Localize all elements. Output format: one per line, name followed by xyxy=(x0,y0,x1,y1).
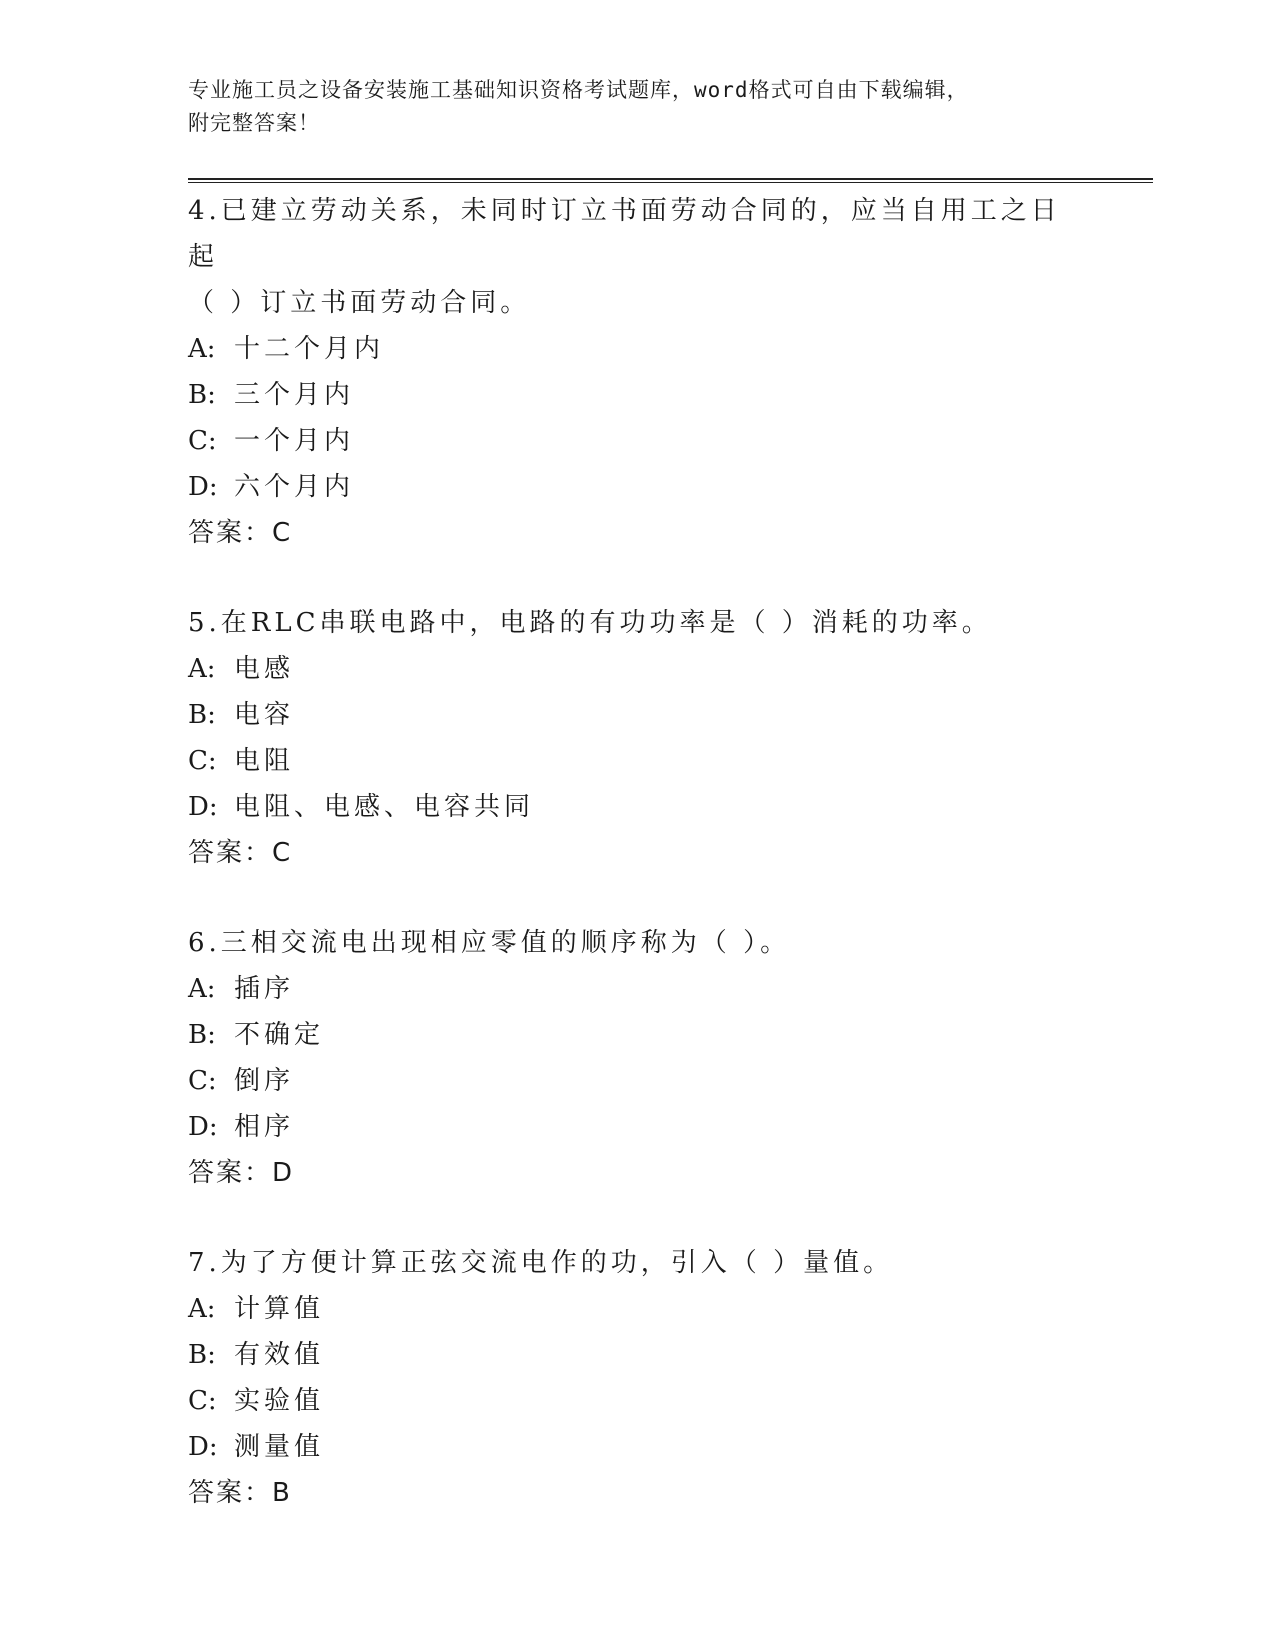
option-c xyxy=(188,1058,1088,1104)
option-c xyxy=(188,738,1088,784)
option-letter: A: xyxy=(188,974,216,1004)
option-letter: C: xyxy=(188,746,217,776)
option-d xyxy=(188,784,1088,830)
option-letter: B: xyxy=(188,1020,216,1050)
option-a xyxy=(188,966,1088,1012)
option-letter: A: xyxy=(188,654,216,684)
question-7 xyxy=(188,1240,1088,1516)
option-text: 倒序 xyxy=(234,1066,295,1096)
question-stem xyxy=(188,188,1088,326)
option-letter: A: xyxy=(188,334,216,364)
question-6 xyxy=(188,920,1088,1196)
option-text: 电阻、电感、电容共同 xyxy=(234,792,535,822)
option-letter: D: xyxy=(188,1432,218,1462)
document-header xyxy=(188,74,1088,140)
answer-line: 答案：D xyxy=(188,1158,295,1188)
option-a xyxy=(188,326,1088,372)
option-b xyxy=(188,1332,1088,1378)
option-letter: B: xyxy=(188,380,216,410)
header-line-1: 专业施工员之设备安装施工基础知识资格考试题库，word格式可自由下载编辑， xyxy=(188,78,969,102)
option-letter: B: xyxy=(188,700,216,730)
option-text: 电阻 xyxy=(234,746,295,776)
question-stem-line-1: 4.已建立劳动关系，未同时订立书面劳动合同的，应当自用工之日起 xyxy=(188,196,1061,272)
option-d xyxy=(188,1104,1088,1150)
question-stem xyxy=(188,600,1088,646)
option-c xyxy=(188,418,1088,464)
question-stem xyxy=(188,920,1088,966)
option-letter: D: xyxy=(188,1112,218,1142)
question-4 xyxy=(188,188,1088,556)
option-text: 十二个月内 xyxy=(234,334,385,364)
header-line-2: 附完整答案！ xyxy=(188,111,320,135)
option-text: 插序 xyxy=(234,974,295,1004)
question-stem xyxy=(188,1240,1088,1286)
option-b xyxy=(188,692,1088,738)
question-stem-line-1: 7.为了方便计算正弦交流电作的功，引入（ ）量值。 xyxy=(188,1248,894,1278)
option-text: 实验值 xyxy=(234,1386,325,1416)
header-divider xyxy=(188,178,1153,183)
option-letter: D: xyxy=(188,472,218,502)
option-text: 电容 xyxy=(234,700,295,730)
option-text: 电感 xyxy=(234,654,295,684)
option-text: 六个月内 xyxy=(234,472,355,502)
question-stem-line-2: （ ）订立书面劳动合同。 xyxy=(188,288,531,318)
option-letter: C: xyxy=(188,1386,217,1416)
option-c xyxy=(188,1378,1088,1424)
question-list xyxy=(188,188,1088,1560)
answer-line: 答案：C xyxy=(188,518,293,548)
option-a xyxy=(188,1286,1088,1332)
option-d xyxy=(188,464,1088,510)
option-b xyxy=(188,1012,1088,1058)
option-a xyxy=(188,646,1088,692)
question-5 xyxy=(188,600,1088,876)
question-stem-line-1: 6.三相交流电出现相应零值的顺序称为（ ）。 xyxy=(188,928,791,958)
option-letter: B: xyxy=(188,1340,216,1370)
option-text: 有效值 xyxy=(234,1340,325,1370)
option-d xyxy=(188,1424,1088,1470)
option-letter: C: xyxy=(188,1066,217,1096)
answer-line: 答案：B xyxy=(188,1478,292,1508)
option-text: 计算值 xyxy=(234,1294,325,1324)
option-text: 一个月内 xyxy=(234,426,355,456)
option-letter: C: xyxy=(188,426,217,456)
question-stem-line-1: 5.在RLC串联电路中，电路的有功功率是（ ）消耗的功率。 xyxy=(188,608,992,638)
option-text: 相序 xyxy=(234,1112,295,1142)
option-letter: D: xyxy=(188,792,218,822)
option-text: 不确定 xyxy=(234,1020,325,1050)
answer-line: 答案：C xyxy=(188,838,293,868)
option-b xyxy=(188,372,1088,418)
option-text: 测量值 xyxy=(234,1432,325,1462)
option-letter: A: xyxy=(188,1294,216,1324)
option-text: 三个月内 xyxy=(234,380,355,410)
